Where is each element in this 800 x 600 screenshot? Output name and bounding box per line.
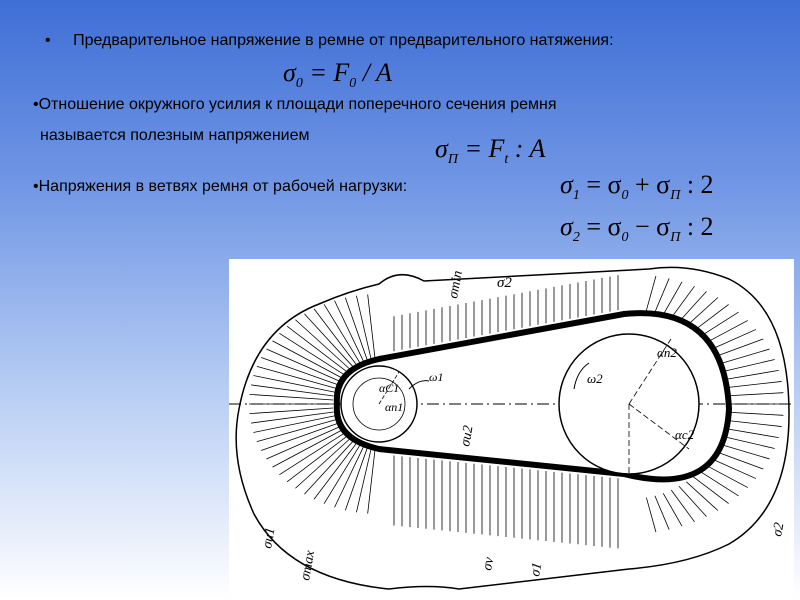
label-alpha-c2: αc2	[675, 427, 695, 442]
formula-sigma1: $\sigma_1 = \sigma_0 + \sigma_П$ : 2	[560, 170, 714, 204]
bullet-text: Напряжения в ветвях ремня от рабочей нагрузки:	[38, 178, 408, 195]
bullet-2-cont	[40, 127, 310, 145]
label-alpha-c1: αC1	[379, 381, 400, 395]
label-alpha-n1: αп1	[385, 400, 404, 414]
label-sigma-2-right: σ2	[770, 521, 788, 538]
stress-hatching	[249, 275, 784, 548]
bullet-marker: •	[33, 178, 39, 195]
belt-stress-diagram	[229, 259, 794, 595]
label-sigma-u2: σu2	[458, 424, 477, 448]
label-omega-1: ω1	[429, 370, 444, 384]
bullet-1	[45, 32, 614, 50]
bullet-marker: •	[33, 96, 39, 113]
label-sigma-max: σmax	[298, 549, 319, 582]
bullet-marker: •	[45, 32, 51, 49]
label-sigma-u1: σu1	[260, 526, 279, 550]
bullet-2	[33, 96, 557, 114]
label-sigma-1: σ1	[528, 561, 546, 578]
diagram-svg	[229, 259, 794, 595]
bullet-text: называется полезным напряжением	[40, 127, 310, 144]
label-sigma-2-top: σ2	[497, 275, 512, 291]
bullet-text: Отношение окружного усилия к площади поперечного сечения ремня	[38, 96, 557, 113]
formula-sigmaP: $\sigma_П = F_t$ : A	[435, 134, 546, 168]
label-alpha-n2: αп2	[657, 345, 677, 360]
label-sigma-v: σv	[480, 556, 498, 572]
formula-sigma0: $\sigma_0 = F_0 / A$	[283, 58, 392, 92]
label-omega-2: ω2	[587, 371, 603, 386]
bullet-text: Предварительное напряжение в ремне от предварительного натяжения:	[73, 32, 614, 49]
bullet-3	[33, 178, 407, 196]
label-sigma-min: σmin	[446, 269, 466, 300]
formula-sigma2: $\sigma_2 = \sigma_0 - \sigma_П$ : 2	[560, 212, 714, 246]
